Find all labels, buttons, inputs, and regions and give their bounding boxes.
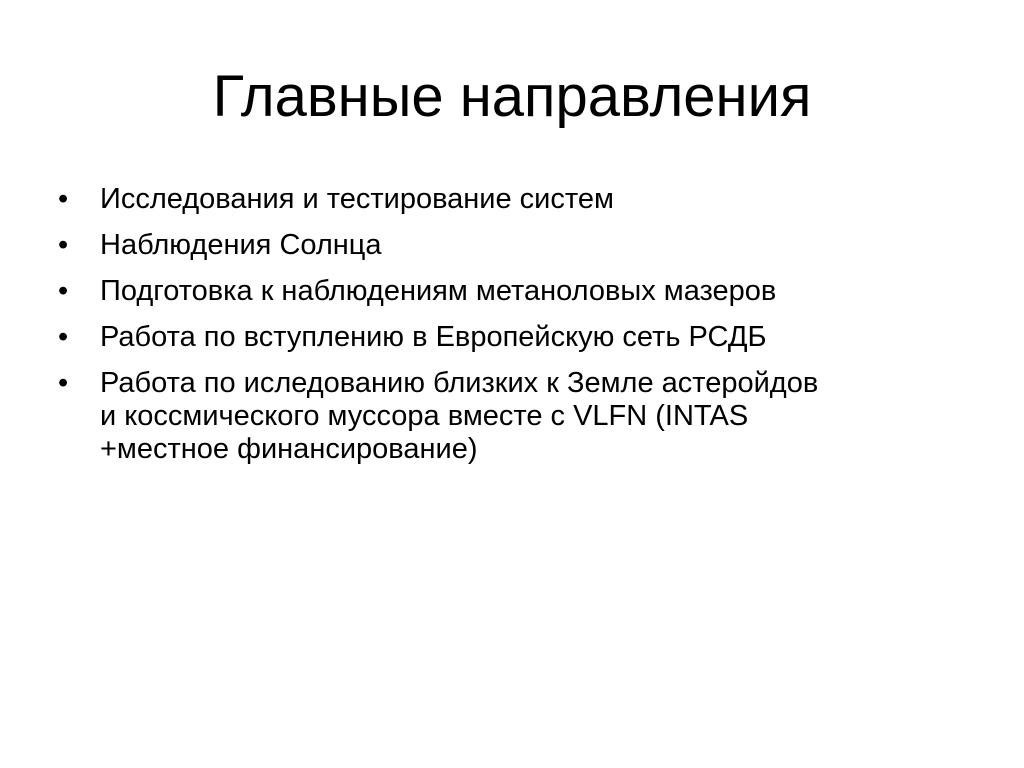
list-item (58, 275, 978, 308)
bullet-icon: • (58, 367, 69, 399)
list-item (58, 183, 978, 216)
bullet-icon: • (58, 183, 69, 215)
list-item-line: Работа по иследованию близких к Земле астеройдов (100, 367, 819, 399)
list-item-line: +местное финансирование) (100, 433, 478, 465)
list-item-text: Работа по вступлению в Европейскую сеть РСДБ (100, 321, 767, 353)
list-item-text: Подготовка к наблюдениям метаноловых мазеров (100, 275, 777, 307)
list-item-text: Наблюдения Солнца (100, 229, 382, 261)
list-item (58, 229, 978, 262)
list-item-line: и коссмического муссора вместе с VLFN (INTAS (100, 400, 749, 432)
list-item (58, 321, 978, 354)
bullet-icon: • (58, 275, 69, 307)
bullet-icon: • (58, 229, 69, 261)
bullet-icon: • (58, 321, 69, 353)
slide-title: Главные направления (212, 64, 812, 129)
bullet-list (58, 183, 978, 479)
list-item-text: Исследования и тестирование систем (100, 183, 614, 215)
list-item (58, 367, 978, 466)
